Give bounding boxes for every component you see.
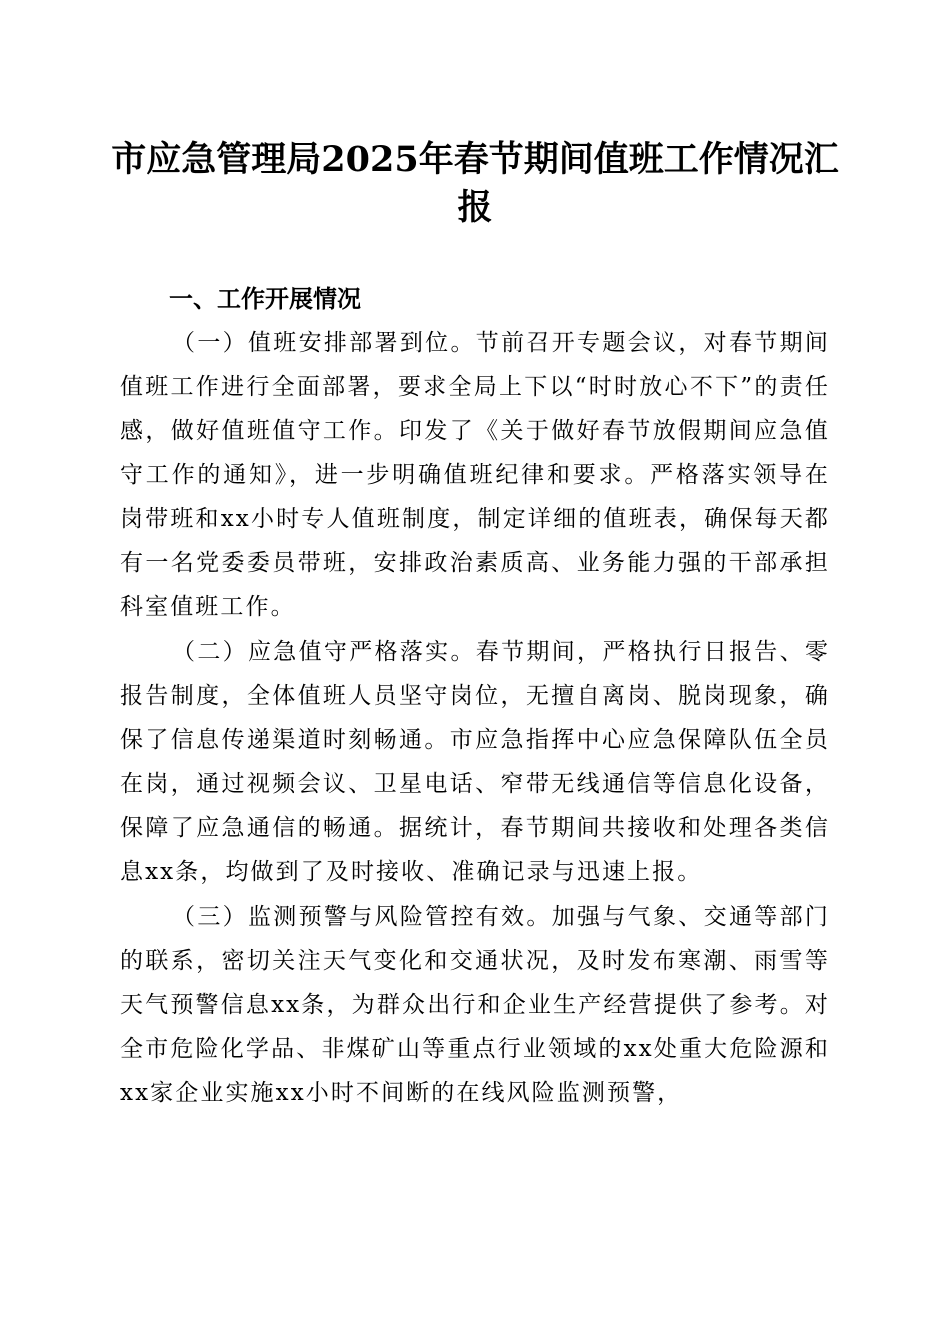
paragraph-3-body: 加强与气象、交通等部门的联系，密切关注天气变化和交通状况，及时发布寒潮、雨雪等天气预警信息xx条，为群众出行和企业生产经营提供了参考。对全市危险化学品、非煤矿山等重点行业领域的xx处重大危险源和xx家企业实施xx小时不间断的在线风险监测预警， [120, 904, 830, 1106]
paragraph-3-lead: （三）监测预警与风险管控有效。 [172, 904, 552, 930]
paragraph-2 [120, 630, 830, 894]
document-title: 市应急管理局2025年春节期间值班工作情况汇报 [111, 139, 839, 228]
paragraph-2-body: 春节期间，严格执行日报告、零报告制度，全体值班人员坚守岗位，无擅自离岗、脱岗现象，确保了信息传递渠道时刻畅通。市应急指挥中心应急保障队伍全员在岗，通过视频会议、卫星电话、窄带无线通信等信息化设备，保障了应急通信的畅通。据统计，春节期间共接收和处理各类信息xx条，均做到了及时接收、准确记录与迅速上报。 [120, 639, 830, 885]
paragraph-1-lead: （一）值班安排部署到位。 [172, 330, 476, 356]
paragraph-3 [120, 895, 830, 1115]
paragraph-2-lead: （二）应急值守严格落实。 [172, 639, 476, 665]
paragraph-1 [120, 321, 830, 629]
paragraph-1-body: 节前召开专题会议，对春节期间值班工作进行全面部署，要求全局上下以“时时放心不下”的责任感，做好值班值守工作。印发了《关于做好春节放假期间应急值守工作的通知》，进一步明确值班纪律和要求。严格落实领导在岗带班和xx小时专人值班制度，制定详细的值班表，确保每天都有一名党委委员带班，安排政治素质高、业务能力强的干部承担科室值班工作。 [120, 330, 830, 620]
section-heading: 一、工作开展情况 [169, 285, 361, 313]
